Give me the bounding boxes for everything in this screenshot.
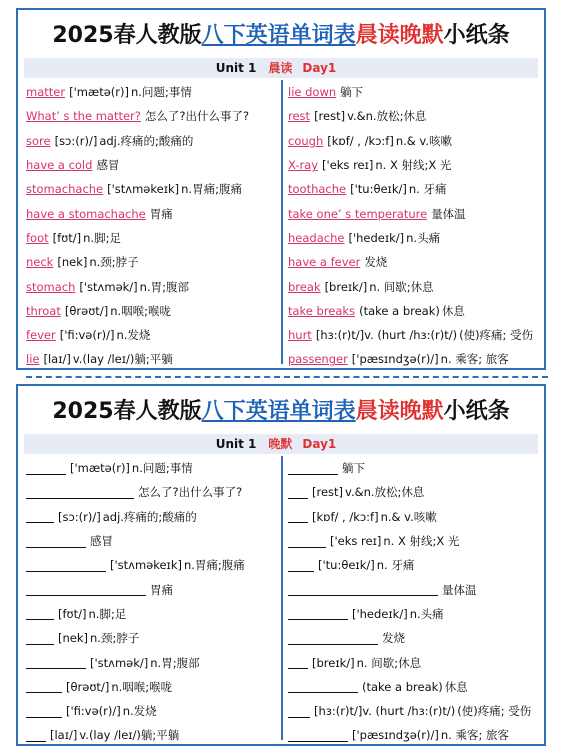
word-row: [26, 226, 280, 250]
chinese-meaning: 躺下: [342, 461, 365, 476]
word-row: [26, 153, 280, 177]
dictation-row: [26, 699, 280, 723]
answer-blank[interactable]: [288, 656, 308, 669]
phonetic: ['tu:θeɪk/]: [318, 558, 375, 573]
phonetic: [θrəʊt/]: [66, 679, 110, 694]
english-word: fever: [26, 328, 56, 343]
phonetic: [laɪ/]: [50, 728, 78, 743]
english-word: break: [288, 279, 321, 294]
dictation-row: [26, 650, 280, 674]
chinese-meaning: 胃痛: [150, 582, 173, 597]
chinese-meaning: v.&n.放松;休息: [345, 485, 425, 500]
phonetic: [hɜ:(r)t/]v. (hurt /hɜ:(r)t/): [315, 328, 458, 343]
word-row: [288, 274, 538, 298]
word-row: [288, 250, 538, 274]
chinese-meaning: n.发烧: [122, 704, 157, 719]
chinese-meaning: n.发烧: [116, 328, 151, 343]
answer-blank[interactable]: [26, 680, 62, 693]
word-row: [288, 347, 538, 371]
chinese-meaning: 感冒: [90, 534, 113, 549]
word-row: [288, 201, 538, 225]
english-word: lie down: [288, 85, 337, 100]
dashed-separator: [26, 376, 548, 378]
chinese-meaning: n. X 射线;X 光: [375, 158, 452, 173]
word-row: [288, 299, 538, 323]
answer-blank[interactable]: [288, 462, 338, 475]
answer-blank[interactable]: [26, 705, 62, 718]
dictation-row: [288, 456, 538, 480]
chinese-meaning: (使)疼痛; 受伤: [457, 704, 532, 719]
phonetic: [hɜ:(r)t/]v. (hurt /hɜ:(r)t/): [314, 704, 456, 719]
chinese-meaning: n. 间歇;休息: [369, 279, 434, 294]
word-row: [26, 201, 280, 225]
right-word-column: [288, 80, 538, 367]
phonetic: ['eks reɪ]: [330, 534, 382, 549]
column-divider: [281, 80, 283, 364]
word-row: [26, 274, 280, 298]
chinese-meaning: n.胃痛;腹痛: [183, 558, 245, 573]
chinese-meaning: n.咽喉;喉咙: [111, 679, 173, 694]
dictation-row: [288, 577, 538, 601]
phonetic: ['fi:və(r)/]: [66, 704, 121, 719]
day-label: Day1: [302, 437, 337, 451]
chinese-meaning: 怎么了?出什么事了?: [144, 109, 250, 124]
phonetic: ['hedeɪk/]: [352, 606, 408, 621]
chinese-meaning: n.脚;足: [83, 230, 121, 245]
phonetic: [fʊt/]: [52, 230, 82, 245]
word-row: [288, 80, 538, 104]
chinese-meaning: n.颈;脖子: [89, 255, 139, 270]
phonetic: ['mætə(r)]: [70, 461, 130, 476]
answer-blank[interactable]: [288, 705, 310, 718]
english-word: have a stomachache: [26, 206, 146, 221]
answer-blank[interactable]: [26, 729, 46, 742]
phonetic: ['pæsɪndʒə(r)/]: [351, 352, 439, 367]
dictation-row: [26, 626, 280, 650]
word-row: [288, 153, 538, 177]
dictation-row: [26, 529, 280, 553]
dictation-row: [288, 505, 538, 529]
chinese-meaning: v.(lay /leɪ/)躺;平躺: [72, 352, 173, 367]
english-word: X-ray: [288, 158, 319, 173]
chinese-meaning: adj.疼痛的;酸痛的: [102, 509, 197, 524]
chinese-meaning: n. 乘客; 旅客: [440, 352, 509, 367]
phonetic: ['stʌmək/]: [90, 655, 149, 670]
phonetic: ['mætə(r)]: [69, 85, 129, 100]
dictation-row: [288, 553, 538, 577]
english-word: passenger: [288, 352, 348, 367]
day-label: Day1: [302, 61, 337, 75]
chinese-meaning: n.头痛: [406, 230, 441, 245]
answer-blank[interactable]: [26, 535, 86, 548]
answer-blank[interactable]: [26, 462, 66, 475]
phonetic: [kɒf/ , /kɔ:f]: [327, 133, 394, 148]
dictation-row: [288, 723, 538, 747]
dictation-row: [288, 650, 538, 674]
phonetic: [sɔ:(r)/]: [58, 509, 101, 524]
answer-blank[interactable]: [288, 559, 314, 572]
word-row: [288, 129, 538, 153]
answer-blank[interactable]: [288, 607, 348, 620]
phonetic: [sɔ:(r)/]: [54, 133, 98, 148]
english-word: cough: [288, 133, 324, 148]
word-row: [288, 177, 538, 201]
answer-blank[interactable]: [26, 559, 106, 572]
word-row: [288, 104, 538, 128]
unit-label: Unit 1: [215, 437, 257, 451]
chinese-meaning: 量体温: [442, 582, 477, 597]
dictation-row: [288, 602, 538, 626]
chinese-meaning: n.胃;腹部: [139, 279, 189, 294]
dictation-row: [26, 602, 280, 626]
chinese-meaning: 怎么了?出什么事了?: [138, 485, 243, 500]
unit-label: Unit 1: [215, 61, 257, 75]
english-word: foot: [26, 230, 49, 245]
answer-blank[interactable]: [288, 486, 308, 499]
chinese-meaning: v.(lay /leɪ/)躺;平躺: [79, 728, 180, 743]
dictation-row: [26, 577, 280, 601]
english-word: hurt: [288, 328, 312, 343]
title-part-note: 小纸条: [443, 399, 510, 424]
phonetic: [kɒf/ , /kɔ:f]: [312, 509, 379, 524]
title-part-edition: 2025春人教版: [52, 399, 202, 424]
answer-blank[interactable]: [26, 632, 54, 645]
chinese-meaning: 感冒: [96, 158, 120, 173]
answer-blank[interactable]: [288, 680, 358, 693]
chinese-meaning: 量体温: [431, 206, 466, 221]
answer-blank[interactable]: [26, 486, 134, 499]
mode-label: 晨读: [268, 61, 293, 75]
word-row: [26, 104, 280, 128]
word-row: [288, 226, 538, 250]
phonetic: [rest]: [312, 485, 344, 500]
phonetic: ['eks reɪ]: [322, 158, 374, 173]
phonetic: ['stʌmək/]: [79, 279, 138, 294]
chinese-meaning: n. 牙痛: [408, 182, 447, 197]
word-row: [26, 177, 280, 201]
title-part-edition: 2025春人教版: [52, 23, 202, 48]
word-row: [26, 323, 280, 347]
phonetic: [θrəʊt/]: [64, 303, 109, 318]
chinese-meaning: n.& v.咳嗽: [380, 509, 437, 524]
left-dictation-column: [26, 456, 280, 743]
phonetic: [nek]: [58, 631, 88, 646]
english-word: neck: [26, 255, 54, 270]
phonetic: (take a break): [359, 303, 440, 318]
phonetic: ['hedeɪk/]: [348, 230, 405, 245]
unit-bar: [24, 58, 538, 78]
answer-blank[interactable]: [26, 607, 54, 620]
english-word: toothache: [288, 182, 347, 197]
right-dictation-column: [288, 456, 538, 743]
chinese-meaning: 发烧: [364, 255, 388, 270]
chinese-meaning: adj.疼痛的;酸痛的: [99, 133, 194, 148]
chinese-meaning: n.脚;足: [88, 606, 127, 621]
answer-blank[interactable]: [288, 632, 378, 645]
english-word: take one’ s temperature: [288, 206, 428, 221]
phonetic: ['pæsɪndʒə(r)/]: [352, 728, 439, 743]
dictation-row: [26, 723, 280, 747]
english-word: throat: [26, 303, 61, 318]
phonetic: [breɪk/]: [312, 655, 355, 670]
evening-dictation-card: [16, 384, 546, 746]
english-word: sore: [26, 133, 51, 148]
title-part-subject: 八下英语单词表: [201, 399, 356, 424]
english-word: stomach: [26, 279, 76, 294]
title-part-mode: 晨读晚默: [355, 23, 444, 48]
dictation-row: [288, 529, 538, 553]
answer-blank[interactable]: [288, 583, 438, 596]
word-row: [26, 299, 280, 323]
chinese-meaning: n.咽喉;喉咙: [110, 303, 172, 318]
unit-bar: [24, 434, 538, 454]
card-title: [18, 392, 544, 432]
chinese-meaning: n. 间歇;休息: [356, 655, 422, 670]
chinese-meaning: 休息: [441, 303, 465, 318]
english-word: lie: [26, 352, 40, 367]
dictation-row: [26, 505, 280, 529]
chinese-meaning: 胃痛: [149, 206, 173, 221]
answer-blank[interactable]: [288, 535, 326, 548]
chinese-meaning: n.& v.咳嗽: [395, 133, 452, 148]
card-title: [18, 16, 544, 56]
chinese-meaning: n. 牙痛: [376, 558, 415, 573]
title-part-subject: 八下英语单词表: [201, 23, 356, 48]
phonetic: [laɪ/]: [43, 352, 71, 367]
phonetic: (take a break): [362, 679, 443, 694]
phonetic: [breɪk/]: [324, 279, 368, 294]
chinese-meaning: n.胃;腹部: [150, 655, 200, 670]
chinese-meaning: n.胃痛;腹痛: [181, 182, 242, 197]
english-word: stomachache: [26, 182, 104, 197]
english-word: matter: [26, 85, 66, 100]
answer-blank[interactable]: [26, 656, 86, 669]
english-word: have a cold: [26, 158, 93, 173]
english-word: take breaks: [288, 303, 356, 318]
phonetic: [nek]: [57, 255, 88, 270]
dictation-row: [26, 675, 280, 699]
chinese-meaning: 躺下: [340, 85, 364, 100]
chinese-meaning: (使)疼痛; 受伤: [459, 328, 534, 343]
mode-label: 晚默: [268, 437, 293, 451]
dictation-row: [26, 553, 280, 577]
chinese-meaning: n.问题;事情: [131, 85, 192, 100]
answer-blank[interactable]: [288, 729, 348, 742]
dictation-row: [26, 456, 280, 480]
dictation-row: [288, 626, 538, 650]
word-row: [26, 129, 280, 153]
phonetic: [rest]: [314, 109, 346, 124]
answer-blank[interactable]: [288, 510, 308, 523]
phonetic: [fʊt/]: [58, 606, 87, 621]
phonetic: ['tu:θeɪk/]: [350, 182, 407, 197]
chinese-meaning: 发烧: [382, 631, 405, 646]
word-row: [26, 80, 280, 104]
word-row: [26, 347, 280, 371]
column-divider: [281, 456, 283, 740]
chinese-meaning: v.&n.放松;休息: [347, 109, 427, 124]
phonetic: ['fi:və(r)/]: [59, 328, 115, 343]
chinese-meaning: n. 乘客; 旅客: [440, 728, 510, 743]
morning-reading-card: [16, 8, 546, 370]
dictation-row: [288, 699, 538, 723]
english-word: What’ s the matter?: [26, 109, 141, 124]
english-word: rest: [288, 109, 311, 124]
chinese-meaning: n. X 射线;X 光: [383, 534, 460, 549]
phonetic: ['stʌməkeɪk]: [107, 182, 180, 197]
title-part-mode: 晨读晚默: [355, 399, 444, 424]
english-word: headache: [288, 230, 345, 245]
answer-blank[interactable]: [26, 510, 54, 523]
chinese-meaning: n.头痛: [409, 606, 444, 621]
title-part-note: 小纸条: [443, 23, 510, 48]
left-word-column: [26, 80, 280, 367]
answer-blank[interactable]: [26, 583, 146, 596]
chinese-meaning: 休息: [444, 679, 468, 694]
dictation-row: [26, 480, 280, 504]
dictation-row: [288, 480, 538, 504]
word-row: [26, 250, 280, 274]
phonetic: ['stʌməkeɪk]: [110, 558, 182, 573]
dictation-row: [288, 675, 538, 699]
word-row: [288, 323, 538, 347]
chinese-meaning: n.颈;脖子: [90, 631, 140, 646]
chinese-meaning: n.问题;事情: [131, 461, 193, 476]
english-word: have a fever: [288, 255, 361, 270]
